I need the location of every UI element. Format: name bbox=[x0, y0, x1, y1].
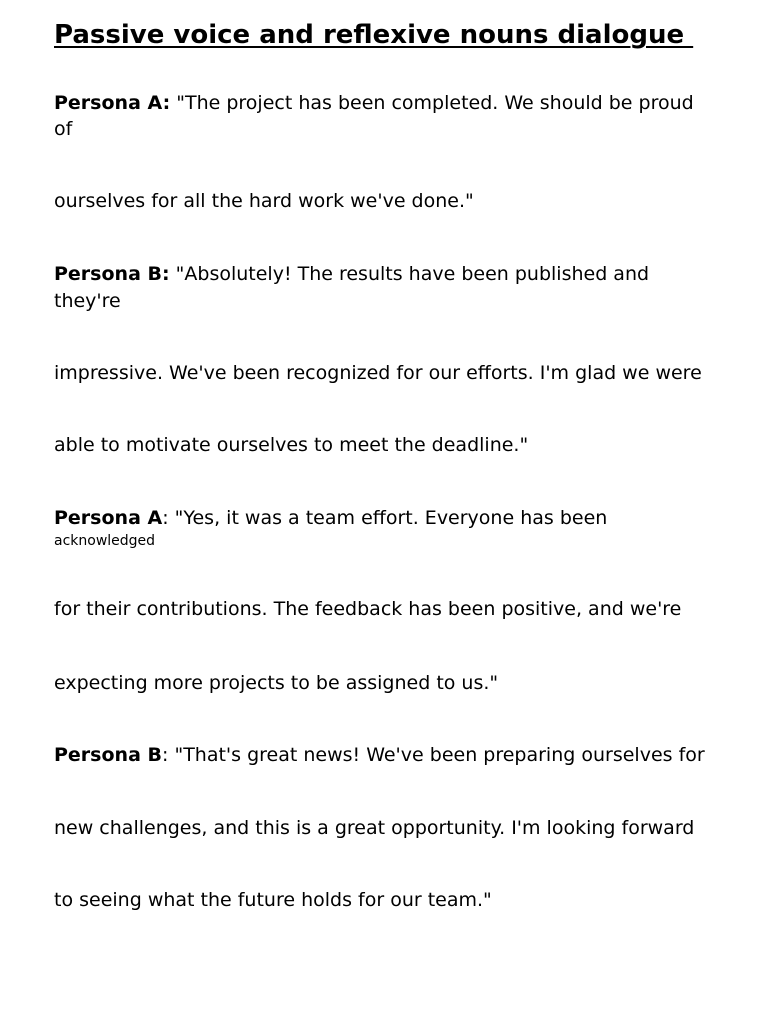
dialogue-line: they're bbox=[54, 290, 121, 312]
dialogue-line: for their contributions. The feedback has been positive, and we're bbox=[54, 598, 682, 620]
dialogue-text: "Absolutely! The results have been published and bbox=[175, 263, 650, 285]
dialogue-line: expecting more projects to be assigned to us." bbox=[54, 672, 499, 694]
speaker-label: Persona A: bbox=[54, 92, 171, 114]
dialogue-line: ourselves for all the hard work we've done." bbox=[54, 190, 474, 212]
dialogue-text: "Yes, it was a team effort. Everyone has been bbox=[174, 507, 608, 529]
speaker-label: Persona A bbox=[54, 507, 163, 529]
dialogue-line: acknowledged bbox=[54, 533, 156, 549]
speaker-separator: : bbox=[162, 744, 175, 766]
dialogue-line: of bbox=[54, 118, 73, 140]
speaker-label: Persona B bbox=[54, 744, 162, 766]
dialogue-text: "That's great news! We've been preparing ourselves for bbox=[174, 744, 705, 766]
speaker-separator: : bbox=[162, 507, 175, 529]
dialogue-line: new challenges, and this is a great opportunity. I'm looking forward bbox=[54, 817, 695, 839]
dialogue-text: "The project has been completed. We should be proud bbox=[176, 92, 694, 114]
dialogue-line bbox=[54, 91, 694, 115]
dialogue-line bbox=[54, 506, 607, 530]
document-title: Passive voice and reflexive nouns dialogue bbox=[54, 20, 694, 50]
dialogue-line: impressive. We've been recognized for our efforts. I'm glad we were bbox=[54, 362, 702, 384]
dialogue-line: to seeing what the future holds for our team." bbox=[54, 889, 492, 911]
speaker-label: Persona B: bbox=[54, 263, 170, 285]
dialogue-line bbox=[54, 743, 705, 767]
dialogue-line bbox=[54, 262, 649, 286]
dialogue-line: able to motivate ourselves to meet the deadline." bbox=[54, 434, 529, 456]
